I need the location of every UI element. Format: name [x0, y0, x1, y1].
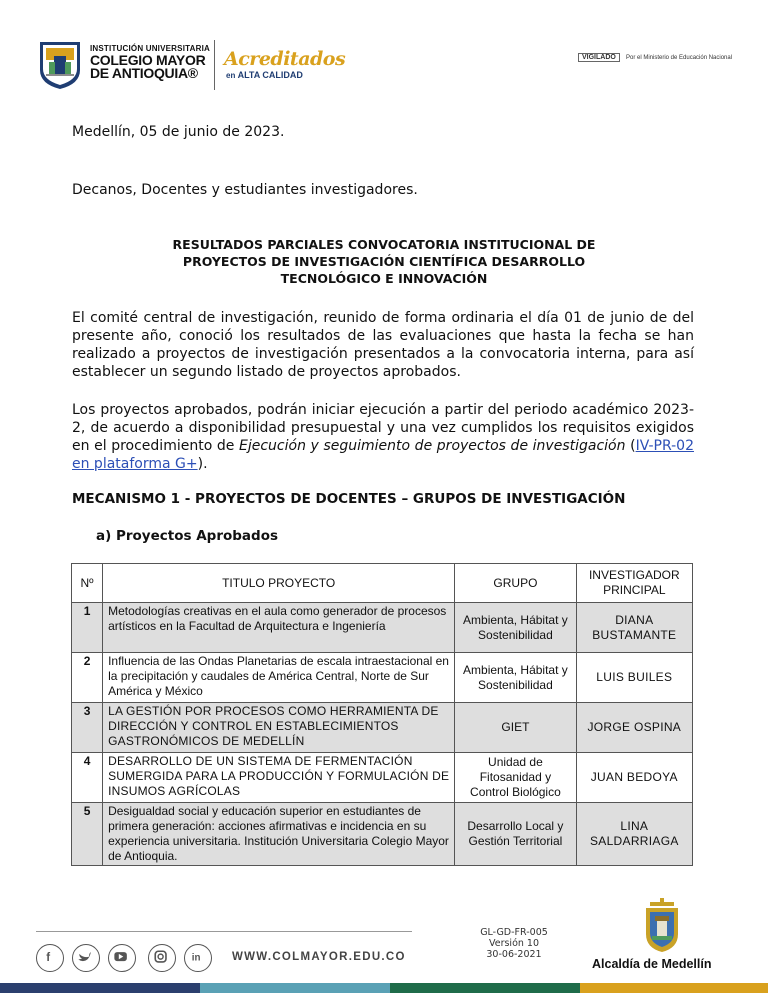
table-row — [72, 603, 693, 653]
procedure-link[interactable]: IV-PR-02 en plataforma G+ — [72, 438, 694, 472]
title-line-1: RESULTADOS PARCIALES CONVOCATORIA INSTITUCIONAL DE — [172, 237, 596, 252]
row-number: 1 — [72, 603, 103, 653]
city-hall-name: Alcaldía de Medellín — [592, 957, 712, 971]
svg-text:f: f — [46, 951, 51, 965]
document-control — [468, 927, 560, 960]
doc-date: 30-06-2021 — [486, 949, 542, 960]
row-group: Ambienta, Hábitat y Sostenibilidad — [455, 653, 576, 703]
row-group: Desarrollo Local y Gestión Territorial — [455, 803, 576, 866]
procedure-name: Ejecución y seguimiento de proyectos de investigación — [239, 438, 626, 454]
website-url[interactable]: WWW.COLMAYOR.EDU.CO — [232, 951, 406, 963]
institution-name-line2: COLEGIO MAYOR — [90, 52, 206, 68]
medellin-coat-of-arms — [640, 896, 684, 954]
row-group: Unidad de Fitosanidad y Control Biológico — [455, 753, 576, 803]
header-group: GRUPO — [455, 564, 576, 603]
document-title — [72, 236, 696, 287]
footer-color-bar — [580, 983, 768, 993]
header-number: Nº — [72, 564, 103, 603]
paragraph2-paren-open: ( — [625, 438, 636, 454]
table-row — [72, 753, 693, 803]
title-line-2: PROYECTOS DE INVESTIGACIÓN CIENTÍFICA DESARROLLO — [182, 254, 586, 269]
vigilado-badge: VIGILADO — [578, 53, 620, 62]
row-investigator: JUAN BEDOYA — [576, 753, 692, 803]
table-row — [72, 653, 693, 703]
doc-code: GL-GD-FR-005 — [480, 927, 548, 938]
accreditation-prefix: en — [226, 71, 236, 80]
paragraph2-paren-close: ). — [197, 456, 208, 472]
row-group: GIET — [455, 703, 576, 753]
instagram-icon[interactable] — [148, 944, 176, 972]
title-line-3: TECNOLÓGICO E INNOVACIÓN — [280, 271, 488, 286]
row-number: 5 — [72, 803, 103, 866]
row-investigator: LUIS BUILES — [576, 653, 692, 703]
row-title: Desigualdad social y educación superior en estudiantes de primera generación: acciones afirmativas e incidencia en su experiencia universitaria. Institución Universitaria Colegio Mayor de Antioquia. — [103, 803, 455, 866]
letter-date: Medellín, 05 de junio de 2023. — [72, 124, 285, 140]
row-group: Ambienta, Hábitat y Sostenibilidad — [455, 603, 576, 653]
facebook-icon[interactable] — [36, 944, 64, 972]
row-number: 2 — [72, 653, 103, 703]
accreditation-quality: ALTA CALIDAD — [237, 70, 303, 80]
approved-projects-table — [71, 563, 693, 866]
row-investigator: DIANA BUSTAMANTE — [576, 603, 692, 653]
header-title: TITULO PROYECTO — [103, 564, 455, 603]
footer-divider — [36, 931, 412, 932]
row-title: LA GESTIÓN POR PROCESOS COMO HERRAMIENTA DE DIRECCIÓN Y CONTROL EN ESTABLECIMIENTOS GASTRONÓMICOS DE MEDELLÍN — [103, 703, 455, 753]
row-investigator: LINA SALDARRIAGA — [576, 803, 692, 866]
linkedin-icon[interactable] — [184, 944, 212, 972]
row-investigator: JORGE OSPINA — [576, 703, 692, 753]
letter-recipients: Decanos, Docentes y estudiantes investigadores. — [72, 182, 418, 198]
table-row — [72, 803, 693, 866]
institution-name-line3: DE ANTIOQUIA® — [90, 65, 198, 81]
svg-text:in: in — [191, 952, 201, 964]
paragraph-approved-projects — [72, 401, 694, 473]
doc-version: Versión 10 — [488, 938, 540, 949]
row-title: Influencia de las Ondas Planetarias de escala intraestacional en la precipitación y caudales de América Central, Norte de Sur América y México — [103, 653, 455, 703]
footer-color-bar — [390, 983, 580, 993]
header-investigator: INVESTIGADOR PRINCIPAL — [576, 564, 692, 603]
youtube-icon[interactable] — [108, 944, 136, 972]
table-header-row — [72, 564, 693, 603]
row-title: Metodologías creativas en el aula como generador de procesos artísticos en la Facultad de Arquitectura e Ingeniería — [103, 603, 455, 653]
accreditation-subtitle — [226, 70, 303, 80]
mechanism-heading: MECANISMO 1 - PROYECTOS DE DOCENTES – GRUPOS DE INVESTIGACIÓN — [72, 491, 626, 507]
approved-projects-heading: a) Proyectos Aprobados — [96, 528, 279, 544]
footer-color-bar — [200, 983, 390, 993]
row-number: 3 — [72, 703, 103, 753]
twitter-icon[interactable] — [72, 944, 100, 972]
row-number: 4 — [72, 753, 103, 803]
accreditation-title: Acreditados — [224, 48, 346, 70]
institution-shield-logo — [38, 40, 82, 90]
header-divider — [214, 40, 215, 90]
vigilado-text: Por el Ministerio de Educación Nacional — [626, 55, 733, 61]
paragraph-committee: El comité central de investigación, reunido de forma ordinaria el día 01 de junio de del presente año, conoció los resultados de las evaluaciones que hasta la fecha se han realizado a proyectos de investigación presentados a la convocatoria interna, para así establecer un segundo listado de proyectos aprobados. — [72, 310, 694, 380]
institution-name-line1: INSTITUCIÓN UNIVERSITARIA — [90, 44, 210, 53]
table-row — [72, 703, 693, 753]
footer-color-bar — [0, 983, 200, 993]
row-title: DESARROLLO DE UN SISTEMA DE FERMENTACIÓN SUMERGIDA PARA LA PRODUCCIÓN Y FORMULACIÓN DE INSUMOS AGRÍCOLAS — [103, 753, 455, 803]
paragraph2-text: Los proyectos aprobados, podrán iniciar ejecución a partir del periodo académico 2023-2, de acuerdo a disponibilidad presupuestal y una vez cumplidos los requisitos exigidos en el procedimiento de — [72, 402, 694, 454]
